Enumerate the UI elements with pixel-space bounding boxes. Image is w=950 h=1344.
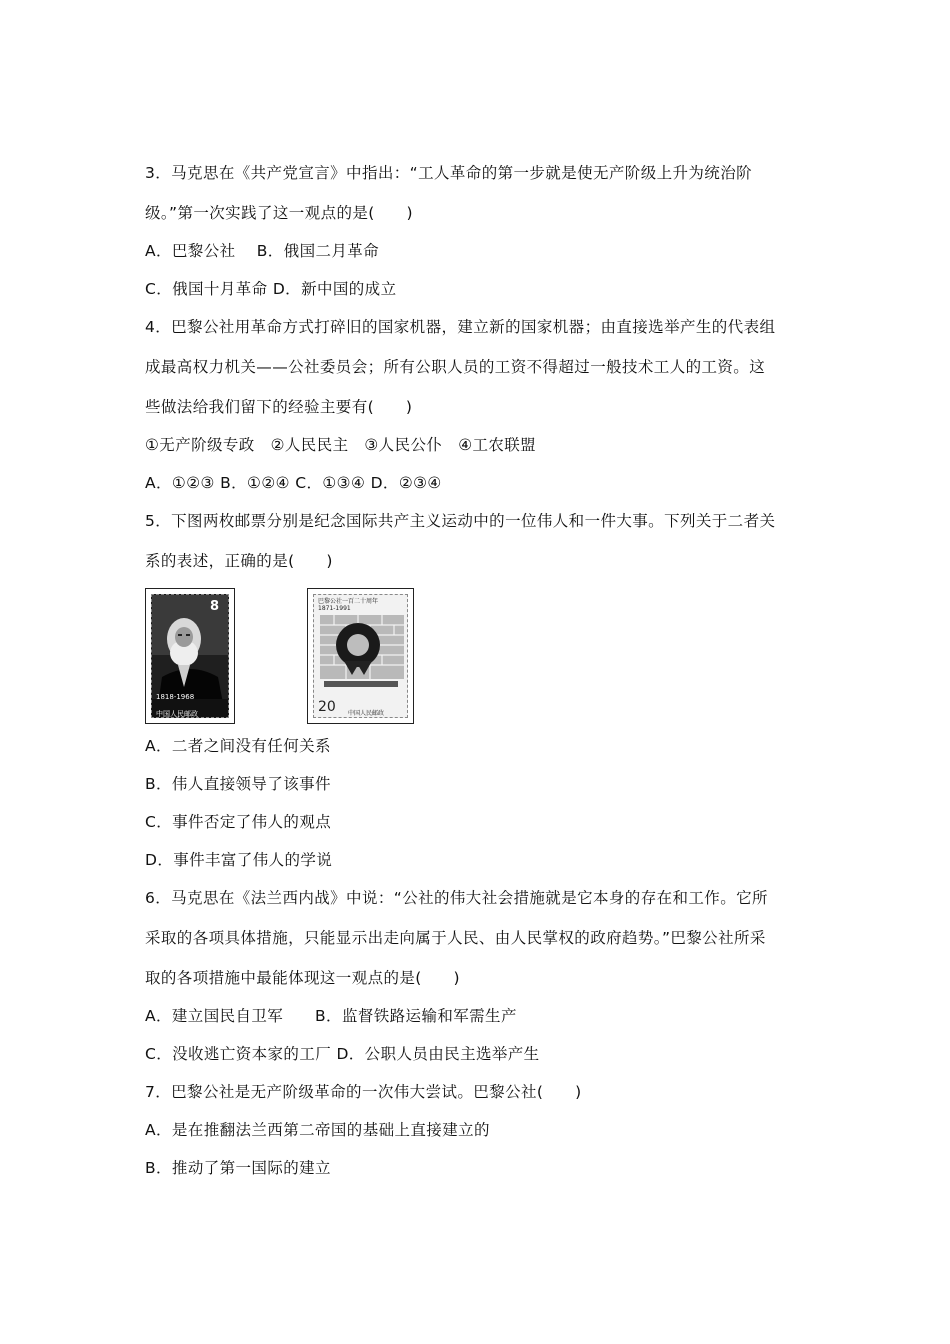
q3-options-cd: C．俄国十月革命 D．新中国的成立 [145,280,397,298]
q4-options: A．①②③ B．①②④ C．①③④ D．②③④ [145,474,442,492]
stamp1-issuer: 中国人民邮政 [156,710,198,718]
q5-option-b: B．伟人直接领导了该事件 [145,775,331,793]
stamp2-years: 1871-1991 [318,605,351,612]
stamp1-value: 8 [210,599,220,614]
q4-stem-line2: 成最高权力机关——公社委员会；所有公职人员的工资不得超过一般技术工人的工资。这 [145,358,766,376]
q5-option-c: C．事件否定了伟人的观点 [145,813,332,831]
marx-stamp-image [145,588,235,724]
q3-stem-line1: 3．马克思在《共产党宣言》中指出：“工人革命的第一步就是使无产阶级上升为统治阶 [145,164,752,182]
q6-options-cd: C．没收逃亡资本家的工厂 D．公职人员由民主选举产生 [145,1045,540,1063]
q3-options-ab: A．巴黎公社 B．俄国二月革命 [145,242,380,260]
q3-stem-line2: 级。”第一次实践了这一观点的是( ) [145,204,413,222]
q6-stem-line2: 采取的各项具体措施，只能显示出走向属于人民、由人民掌权的政府趋势。”巴黎公社所采 [145,929,766,947]
stamp2-issuer: 中国人民邮政 [348,710,385,717]
stamp2-title: 巴黎公社一百二十周年 [318,598,379,605]
q7-stem-line1: 7．巴黎公社是无产阶级革命的一次伟大尝试。巴黎公社( ) [145,1083,582,1101]
q5-option-d: D．事件丰富了伟人的学说 [145,851,333,869]
q5-stem-line1: 5．下图两枚邮票分别是纪念国际共产主义运动中的一位伟人和一件大事。下列关于二者关 [145,512,776,530]
q4-items: ①无产阶级专政 ②人民民主 ③人民公仆 ④工农联盟 [145,436,537,454]
q7-option-a: A．是在推翻法兰西第二帝国的基础上直接建立的 [145,1121,490,1139]
q6-stem-line1: 6．马克思在《法兰西内战》中说：“公社的伟大社会措施就是它本身的存在和工作。它所 [145,889,768,907]
q6-options-ab: A．建立国民自卫军 B．监督铁路运输和军需生产 [145,1007,517,1025]
q4-stem-line3: 些做法给我们留下的经验主要有( ) [145,398,413,416]
q6-stem-line3: 取的各项措施中最能体现这一观点的是( ) [145,969,460,987]
q5-option-a: A．二者之间没有任何关系 [145,737,331,755]
paris-commune-stamp-image [307,588,414,724]
stamp2-value: 20 [318,699,336,715]
stamp1-caption: 1818-1968 [156,693,195,701]
q4-stem-line1: 4．巴黎公社用革命方式打碎旧的国家机器，建立新的国家机器；由直接选举产生的代表组 [145,318,776,336]
q5-stem-line2: 系的表述，正确的是( ) [145,552,333,570]
q7-option-b: B．推动了第一国际的建立 [145,1159,331,1177]
